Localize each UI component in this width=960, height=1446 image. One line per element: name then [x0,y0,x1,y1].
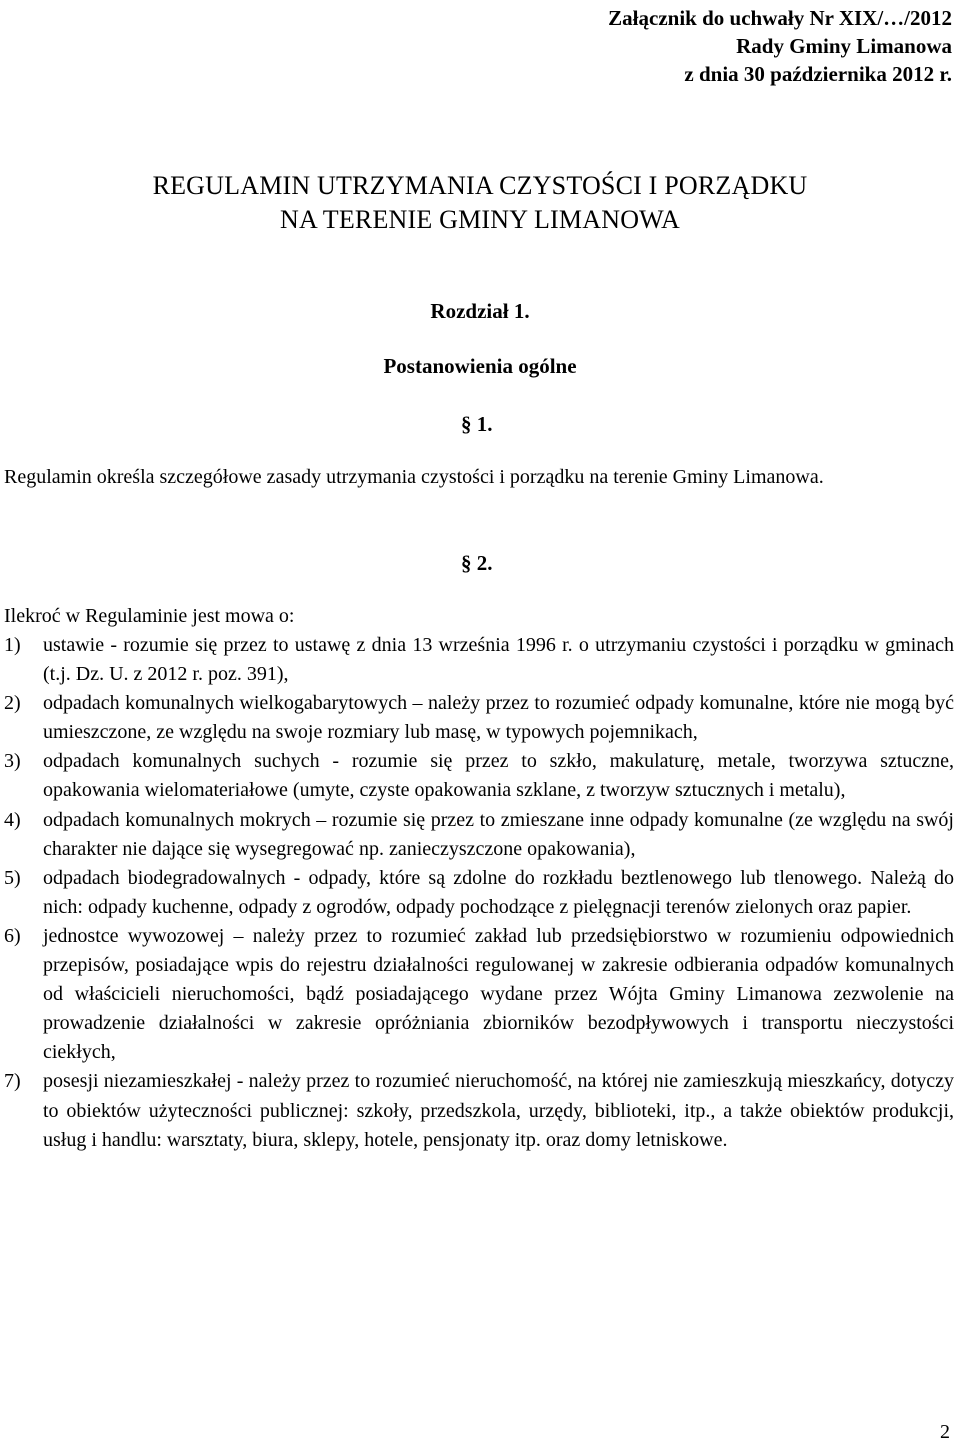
title-line-2: NA TERENIE GMINY LIMANOWA [279,205,680,234]
annex-header [608,4,952,88]
list-item-number: 2) [4,692,21,715]
annex-line-3: z dnia 30 października 2012 r. [684,62,952,86]
list-item-number: 3) [4,750,21,773]
section-2-intro: Ilekroć w Regulaminie jest mowa o: [4,605,295,627]
definitions-list [4,631,954,1155]
page-number: 2 [940,1421,950,1443]
chapter-number: Rozdział 1. [430,299,530,323]
title-line-1: REGULAMIN UTRZYMANIA CZYSTOŚCI I PORZĄDKU [152,171,808,200]
list-item [4,864,954,922]
list-item-text: posesji niezamieszkałej - należy przez to rozumieć nieruchomość, na której nie zamieszkują mieszkańcy, dotyczy to obiektów użyteczności publicznej: szkoły, przedszkola, urzędy, biblioteki, itp., a także obiektów produkcji, usług i handlu: warsztaty, biura, sklepy, hotele, pensjonaty itp. oraz domy letniskowe. [43,1070,954,1151]
section-mark-2: § 2. [461,551,493,575]
list-item-text: odpadach komunalnych suchych - rozumie się przez to szkło, makulaturę, metale, tworzywa sztuczne, opakowania wielomateriałowe (umyte, czyste opakowania szklane, z tworzyw sztucznych i metalu), [43,750,954,802]
list-item-number: 6) [4,924,21,947]
list-item [4,689,954,747]
list-item [4,631,954,689]
list-item-number: 1) [4,634,21,656]
list-item [4,806,954,864]
list-item-text: odpadach biodegradowalnych - odpady, które są zdolne do rozkładu beztlenowego lub tlenowego. Należą do nich: odpady kuchenne, odpady z ogrodów, odpady pochodzące z pielęgnacji terenów zielonych oraz papier. [43,866,954,918]
list-item [4,747,954,805]
section-mark-1: § 1. [461,412,493,436]
list-item-text: ustawie - rozumie się przez to ustawę z dnia 13 września 1996 r. o utrzymaniu czystości i porządku w gminach (t.j. Dz. U. z 2012 r. poz. 391), [43,634,954,686]
list-item-number: 4) [4,808,21,831]
annex-line-1: Załącznik do uchwały Nr XIX/…/2012 [608,6,952,30]
list-item-text: odpadach komunalnych mokrych – rozumie się przez to zmieszane inne odpady komunalne (ze względu na swój charakter nie dające się wysegregować np. zanieczyszczone opakowania), [43,808,954,860]
list-item [4,922,954,1067]
list-item [4,1067,954,1154]
list-item-text: jednostce wywozowej – należy przez to rozumieć zakład lub przedsiębiorstwo w rozumieniu odpowiednich przepisów, posiadające wpis do rejestru działalności regulowanej w zakresie odbierania odpadów komunalnych od właścicieli nieruchomości, bądź posiadającego wydane przez Wójta Gminy Limanowa zezwolenie na prowadzenie działalności w zakresie opróżniania zbiorników bezodpływowych i transportu nieczystości ciekłych, [43,924,954,1064]
list-item-number: 5) [4,866,21,889]
list-item-text: odpadach komunalnych wielkogabarytowych – należy przez to rozumieć odpady komunalne, które nie mogą być umieszczone, ze względu na swoje rozmiary lub masę, w typowych pojemnikach, [43,692,954,744]
list-item-number: 7) [4,1070,21,1093]
annex-line-2: Rady Gminy Limanowa [736,34,952,58]
chapter-name: Postanowienia ogólne [383,354,577,378]
section-1-text: Regulamin określa szczegółowe zasady utrzymania czystości i porządku na terenie Gminy Limanowa. [4,466,824,488]
document-title [0,169,960,237]
